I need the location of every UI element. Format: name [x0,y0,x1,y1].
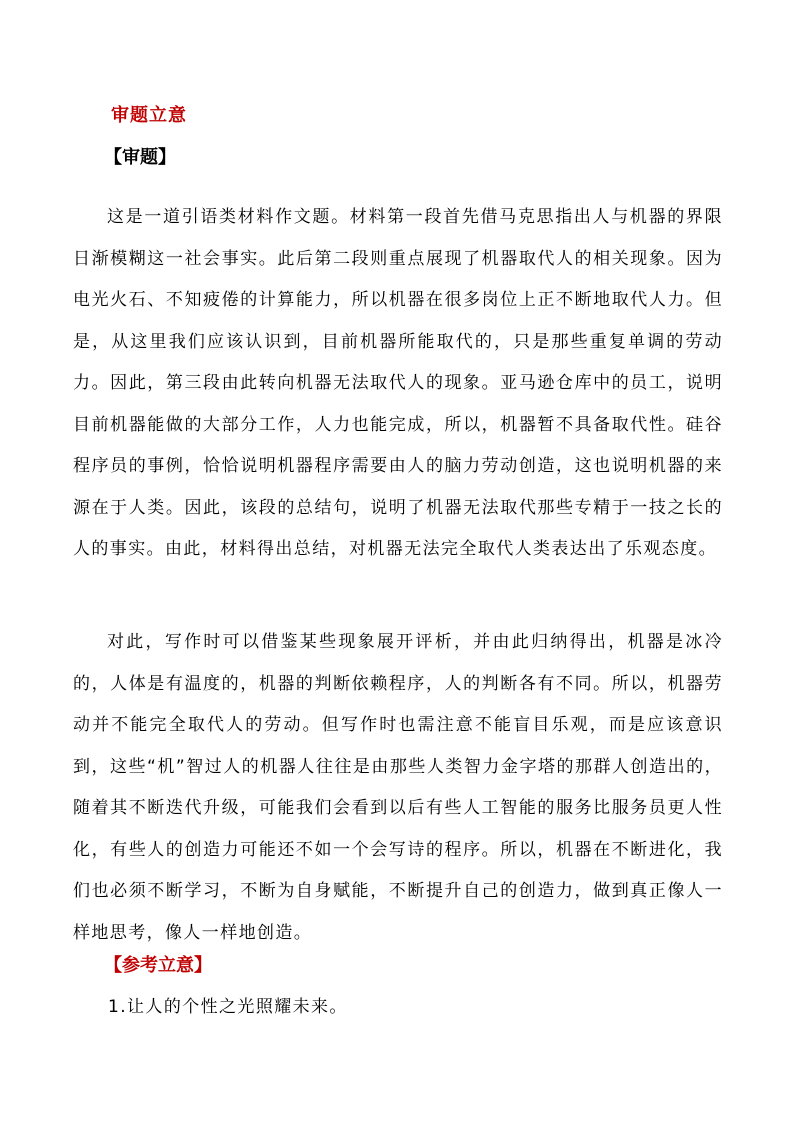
analysis-paragraph-1: 这是一道引语类材料作文题。材料第一段首先借马克思指出人与机器的界限日渐模糊这一社会事实。此后第二段则重点展现了机器取代人的相关现象。因为电光火石、不知疲倦的计算能力，所以机器在很多岗位上正不断地取代人力。但是，从这里我们应该认识到，目前机器所能取代的，只是那些重复单调的劳动力。因此，第三段由此转向机器无法取代人的现象。亚马逊仓库中的员工，说明目前机器能做的大部分工作，人力也能完成，所以，机器暂不具备取代性。硅谷程序员的事例，恰恰说明机器程序需要由人的脑力劳动创造，这也说明机器的来源在于人类。因此，该段的总结句，说明了机器无法取代那些专精于一技之长的人的事实。由此，材料得出总结，对机器无法完全取代人类表达出了乐观态度。 [73,207,723,559]
analysis-heading: 【审题】 [104,147,176,168]
section-title: 审题立意 [111,105,187,126]
reference-heading: 【参考立意】 [104,955,212,976]
reference-item-1: 1.让人的个性之光照耀未来。 [108,997,348,1017]
analysis-paragraph-2: 对此，写作时可以借鉴某些现象展开评析，并由此归纳得出，机器是冰冷的，人体是有温度的，机器的判断依赖程序，人的判断各有不同。所以，机器劳动并不能完全取代人的劳动。但写作时也需注意不能盲目乐观，而是应该意识到，这些“机”智过人的机器人往往是由那些人类智力金字塔的那群人创造出的，随着其不断迭代升级，可能我们会看到以后有些人工智能的服务比服务员更人性化，有些人的创造力可能还不如一个会写诗的程序。所以，机器在不断进化，我们也必须不断学习，不断为自身赋能，不断提升自己的创造力，做到真正像人一样地思考，像人一样地创造。 [73,632,723,943]
